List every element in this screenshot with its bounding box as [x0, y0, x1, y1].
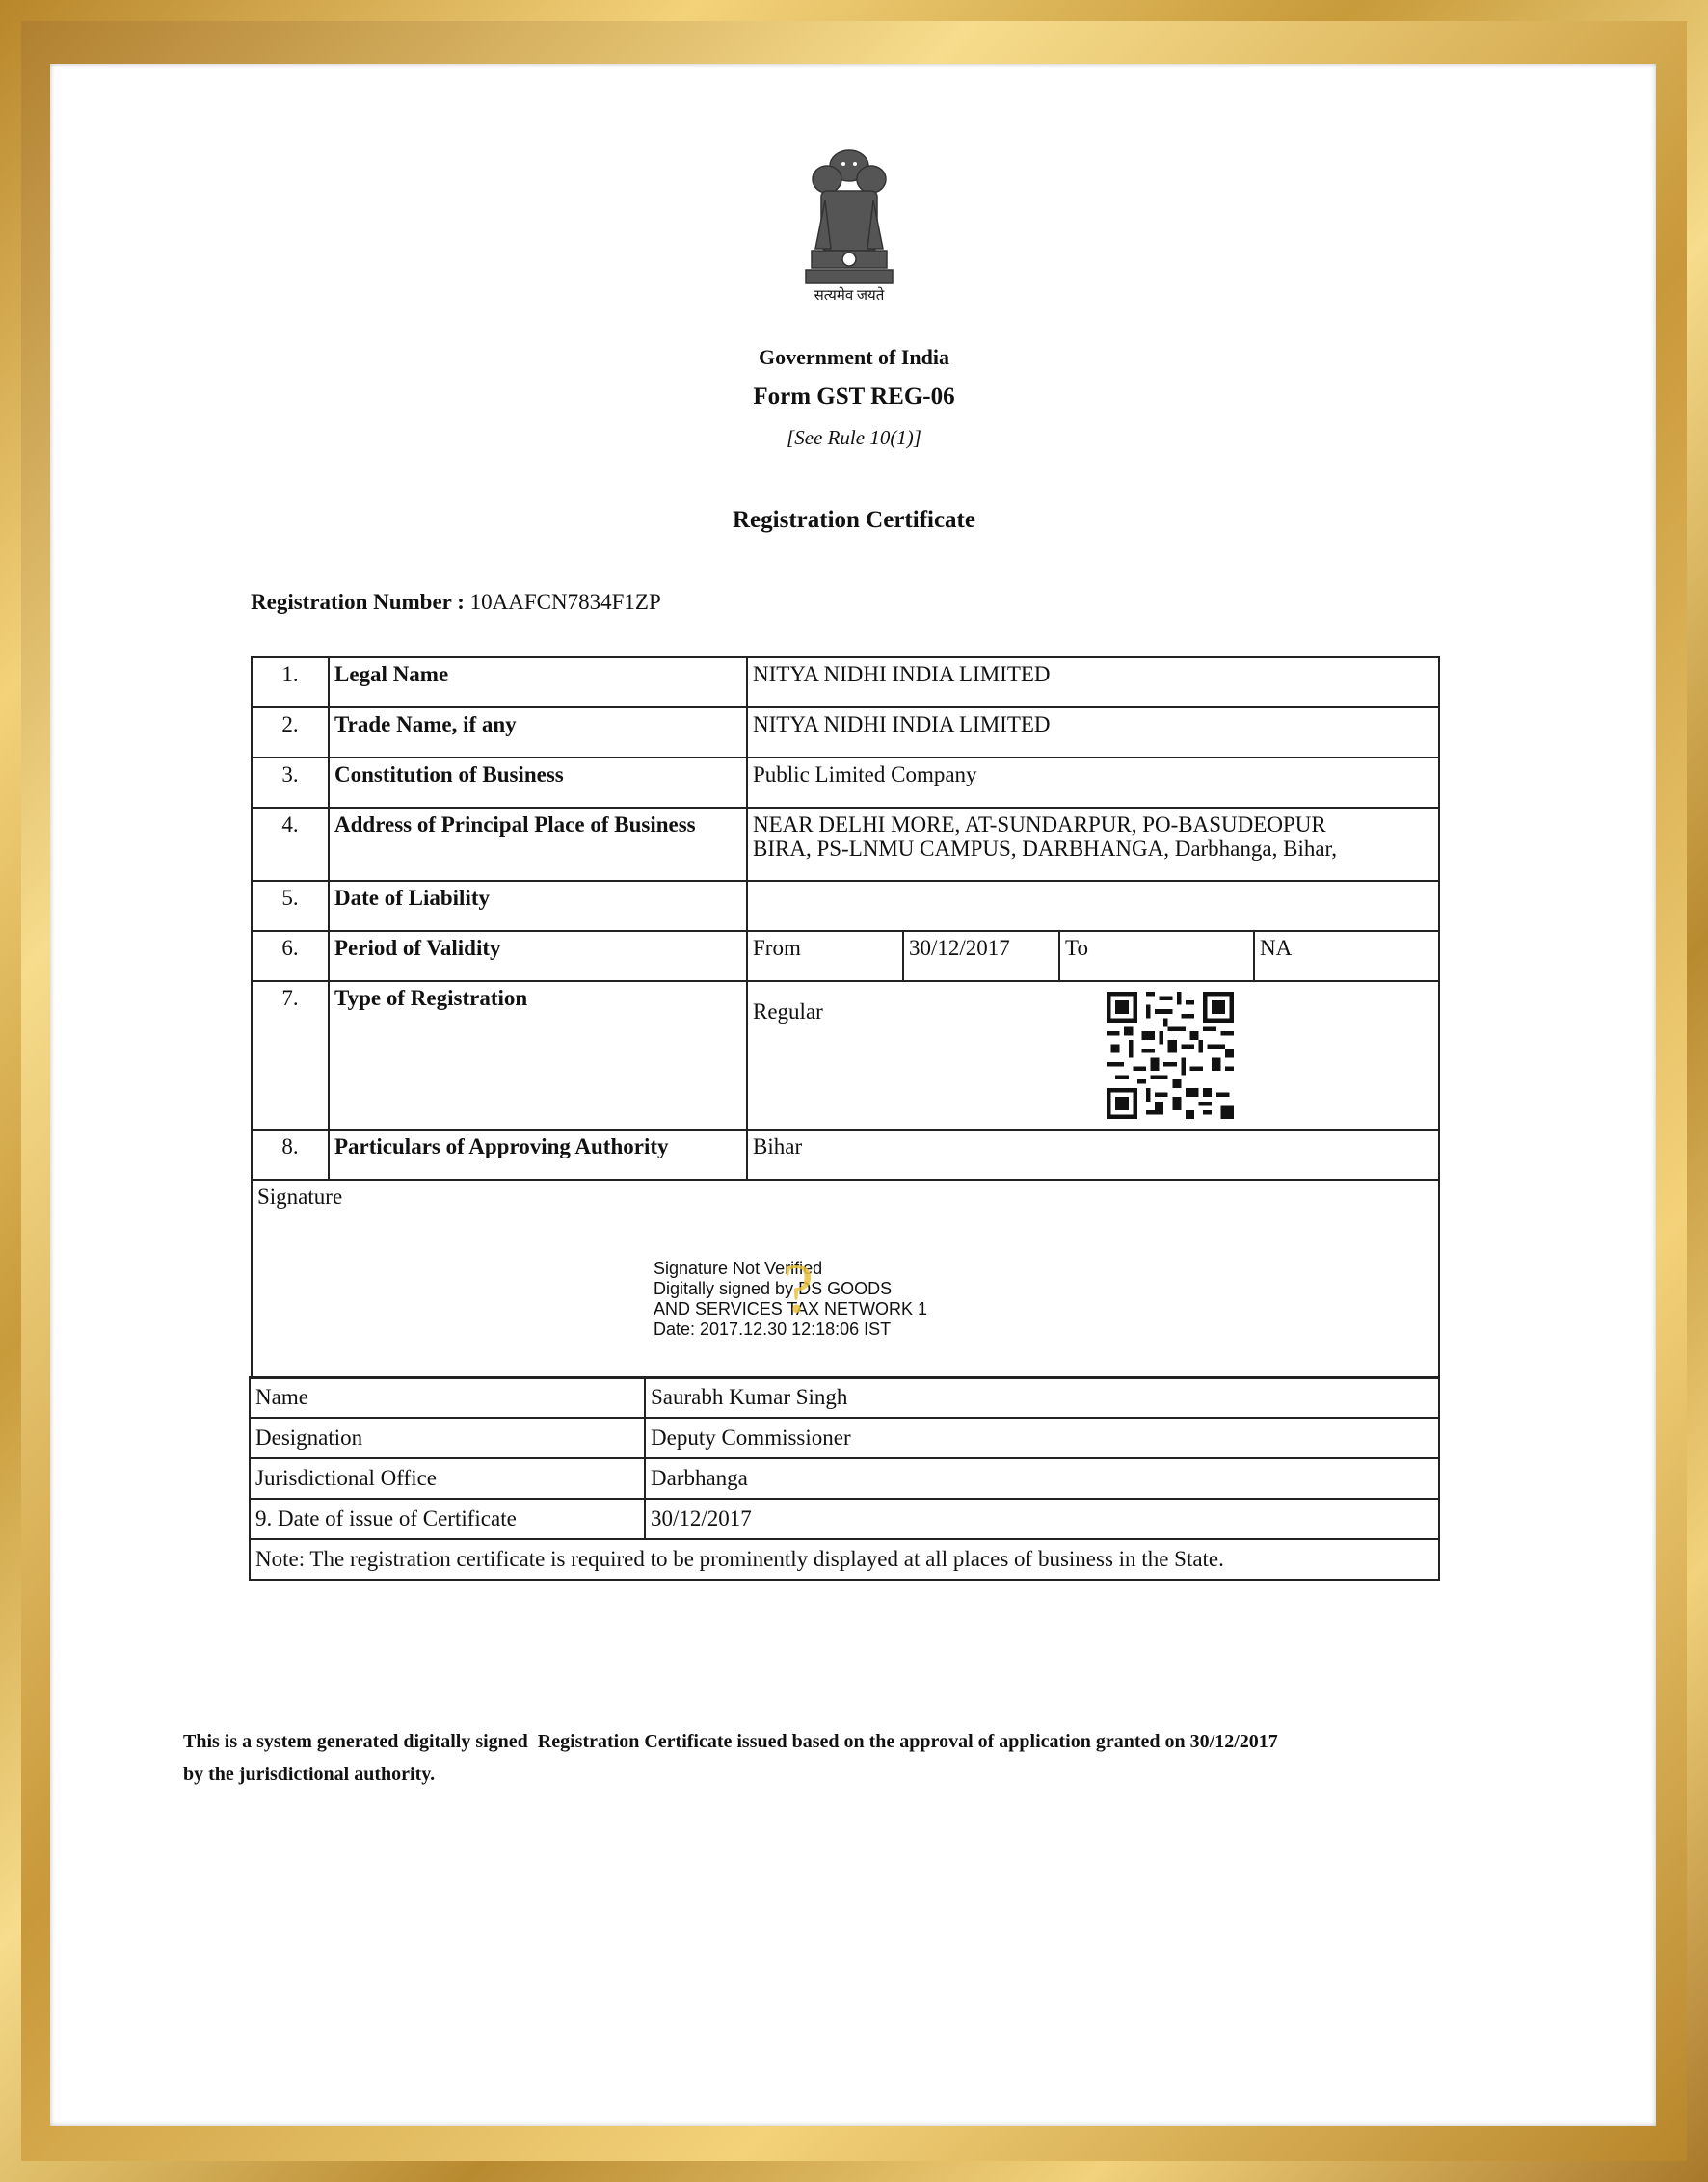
- name-label: Name: [250, 1377, 645, 1418]
- signature-signer-line2: AND SERVICES TAX NETWORK 1: [654, 1299, 928, 1318]
- table-row: [252, 931, 1439, 981]
- table-row: [250, 1377, 1439, 1418]
- table-row: [252, 707, 1439, 758]
- validity-from-label: From: [747, 931, 903, 981]
- table-row: [252, 981, 1439, 1130]
- row-label: Trade Name, if any: [329, 707, 747, 758]
- table-row: [252, 1130, 1439, 1180]
- officer-details-table: [249, 1376, 1440, 1581]
- row-number: 8.: [252, 1130, 329, 1180]
- designation-label: Designation: [250, 1418, 645, 1458]
- row-value: [747, 808, 1439, 881]
- table-row: [250, 1458, 1439, 1499]
- row-number: 6.: [252, 931, 329, 981]
- registration-number: [251, 590, 661, 615]
- row-label: Type of Registration: [329, 981, 747, 1130]
- row-label: Address of Principal Place of Business: [329, 808, 747, 881]
- address-line-1: NEAR DELHI MORE, AT-SUNDARPUR, PO-BASUDEOPUR: [753, 812, 1326, 837]
- issue-date-value: 30/12/2017: [645, 1499, 1439, 1539]
- system-generated-footer: [183, 1725, 1533, 1791]
- row-number: 5.: [252, 881, 329, 931]
- jurisdictional-office-label: Jurisdictional Office: [250, 1458, 645, 1499]
- designation-value: Deputy Commissioner: [645, 1418, 1439, 1458]
- jurisdictional-office-value: Darbhanga: [645, 1458, 1439, 1499]
- row-label: Date of Liability: [329, 881, 747, 931]
- signature-date: Date: 2017.12.30 12:18:06 IST: [654, 1319, 892, 1339]
- validity-to-label: To: [1059, 931, 1254, 981]
- table-row: [252, 881, 1439, 931]
- registration-number-value: 10AAFCN7834F1ZP: [469, 590, 661, 614]
- signature-signer-line1: Digitally signed by DS GOODS: [654, 1279, 893, 1298]
- address-line-2: BIRA, PS-LNMU CAMPUS, DARBHANGA, Darbhanga, Bihar,: [753, 837, 1338, 861]
- table-row: [252, 808, 1439, 881]
- display-note: Note: The registration certificate is required to be prominently displayed at all places of business in the State.: [250, 1539, 1439, 1580]
- row-value: Public Limited Company: [747, 758, 1439, 808]
- row-label: Period of Validity: [329, 931, 747, 981]
- registration-number-label: Registration Number :: [251, 590, 465, 614]
- row-label: Particulars of Approving Authority: [329, 1130, 747, 1180]
- row-value: NITYA NIDHI INDIA LIMITED: [747, 657, 1439, 707]
- name-value: Saurabh Kumar Singh: [645, 1377, 1439, 1418]
- validity-from-value: 30/12/2017: [903, 931, 1059, 981]
- row-number: 2.: [252, 707, 329, 758]
- validity-to-value: NA: [1254, 931, 1439, 981]
- row-number: 4.: [252, 808, 329, 881]
- qr-code-icon: [1107, 992, 1234, 1119]
- signature-label: Signature: [252, 1180, 1439, 1378]
- government-heading: Government of India: [759, 345, 949, 369]
- table-row: [250, 1499, 1439, 1539]
- row-value: Regular: [747, 981, 1439, 1130]
- signature-status: Signature Not Verified: [654, 1259, 823, 1278]
- row-number: 7.: [252, 981, 329, 1130]
- row-label: Constitution of Business: [329, 758, 747, 808]
- row-value: [747, 881, 1439, 931]
- table-row: [252, 657, 1439, 707]
- table-row: [252, 758, 1439, 808]
- rule-reference: [See Rule 10(1)]: [787, 426, 921, 449]
- signature-question-icon: ?: [783, 1250, 814, 1327]
- form-heading: Form GST REG-06: [753, 384, 955, 410]
- row-label: Legal Name: [329, 657, 747, 707]
- table-row: [250, 1418, 1439, 1458]
- emblem-motto: सत्यमेव जयते: [814, 288, 885, 304]
- certificate-title: Registration Certificate: [733, 507, 975, 533]
- footer-line-2: by the jurisdictional authority.: [183, 1764, 436, 1785]
- row-value: NITYA NIDHI INDIA LIMITED: [747, 707, 1439, 758]
- footer-line-1: This is a system generated digitally signed Registration Certificate issued based on the approval of application granted on 30/12/2017: [183, 1731, 1278, 1752]
- issue-date-label: 9. Date of issue of Certificate: [250, 1499, 645, 1539]
- row-number: 3.: [252, 758, 329, 808]
- table-row: [250, 1539, 1439, 1580]
- row-number: 1.: [252, 657, 329, 707]
- row-value: Bihar: [747, 1130, 1439, 1180]
